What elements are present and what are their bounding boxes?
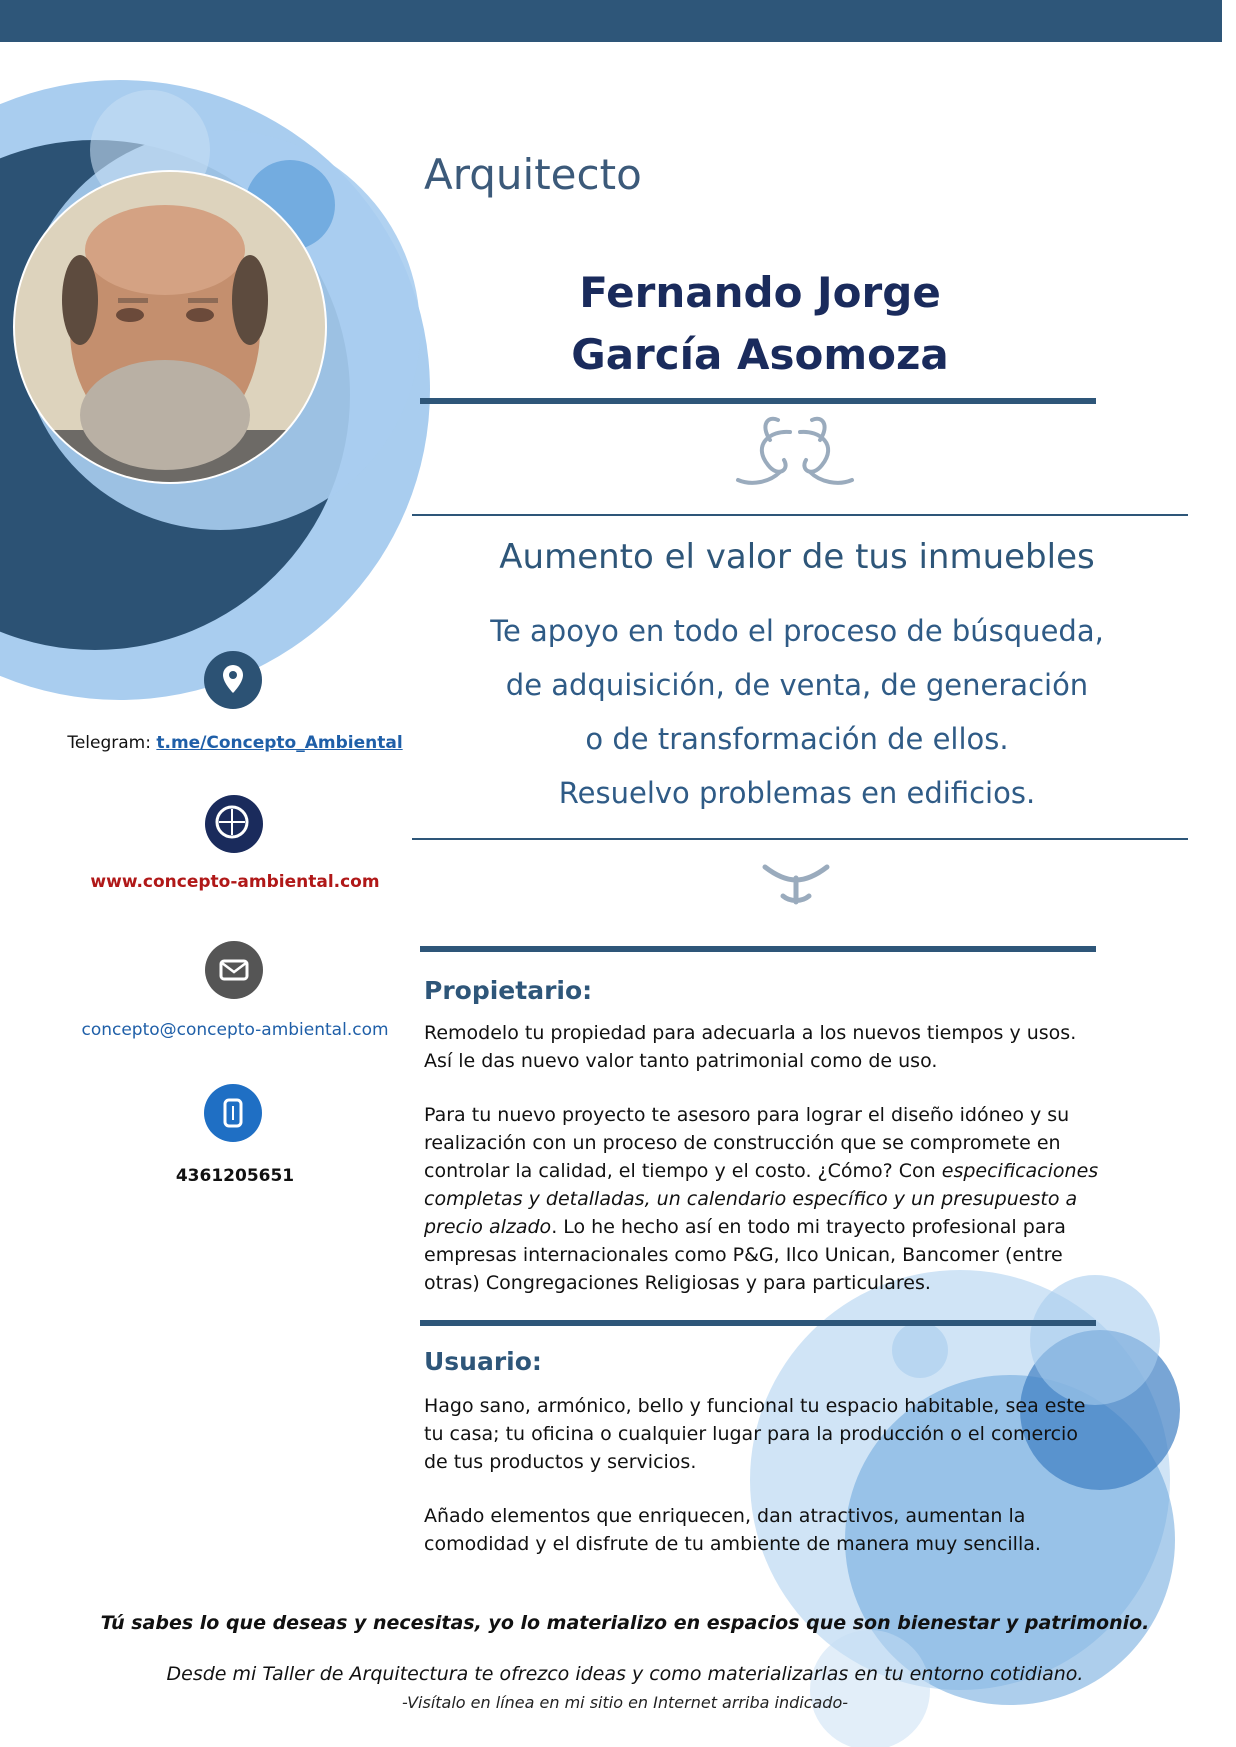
section-title-user: Usuario: [424,1347,542,1376]
user-body [424,1392,1104,1558]
telegram-label: Telegram: [67,733,151,753]
ornament-flourish-bottom [765,867,827,902]
closing-offer: Desde mi Taller de Arquitectura te ofrezco ideas y como materializarlas en tu entorno cotidiano. [166,1663,1084,1685]
job-title: Arquitecto [424,150,642,199]
owner-paragraph-2 [424,1101,1104,1297]
owner-paragraph-1: Remodelo tu propiedad para adecuarla a los nuevos tiempos y usos. Así le das nuevo valor tanto patrimonial como de uso. [424,1022,1077,1072]
intro-line: de adquisición, de venta, de generación [505,668,1089,702]
person-name [480,262,1040,386]
intro-line: Resuelvo problemas en edificios. [558,776,1036,810]
phone-icon [204,1084,262,1142]
closing-visit: -Visítalo en línea en mi sitio en Internet arriba indicado- [401,1693,849,1712]
user-paragraph-2: Añado elementos que enriquecen, dan atractivos, aumentan la comodidad y el disfrute de tu ambiente de manera muy sencilla. [424,1505,1041,1555]
website-link[interactable]: www.concepto-ambiental.com [90,872,380,892]
divider-user [420,1320,1096,1326]
ornament-flourish-top [738,419,852,483]
location-pin-icon [204,651,262,709]
divider-owner [420,946,1096,952]
web-icon [205,795,263,853]
owner-body [424,1019,1104,1297]
email-link[interactable]: concepto@concepto-ambiental.com [81,1020,389,1040]
closing-tagline: Tú sabes lo que deseas y necesitas, yo lo materializo en espacios que son bienestar y patrimonio. [100,1612,1150,1634]
telegram-link[interactable]: t.me/Concepto_Ambiental [156,733,403,753]
intro-line: o de transformación de ellos. [585,722,1009,756]
section-title-owner: Propietario: [424,976,593,1005]
mail-icon [205,941,263,999]
intro-line: Te apoyo en todo el proceso de búsqueda, [490,614,1104,648]
divider-name [420,398,1096,404]
name-line-1: Fernando Jorge [579,268,941,317]
user-paragraph-1: Hago sano, armónico, bello y funcional tu espacio habitable, sea este tu casa; tu oficina o cualquier lugar para la producción o el comercio de tus productos y servicios. [424,1395,1086,1473]
phone-number: 4361205651 [175,1166,295,1186]
owner-p2-italic: especificaciones completas y detalladas, un calendario específico y un presupuesto a precio alzado [424,1160,1099,1238]
divider-intro-top [412,514,1188,516]
owner-p2-start: Para tu nuevo proyecto te asesoro para lograr el diseño idóneo y su realización con un proceso de construcción que se compromete en controlar la calidad, el tiempo y el costo. ¿Cómo? Con [424,1104,1070,1182]
name-line-2: García Asomoza [571,330,949,379]
telegram-contact [40,733,430,753]
divider-intro-bottom [412,838,1188,840]
owner-p2-end: . Lo he hecho así en todo mi trayecto profesional para empresas internacionales como P&G, Ilco Unican, Bancomer (entre otras) Congregaciones Religiosas y para particulares. [424,1216,1066,1294]
intro-headline: Aumento el valor de tus inmuebles [499,537,1095,577]
